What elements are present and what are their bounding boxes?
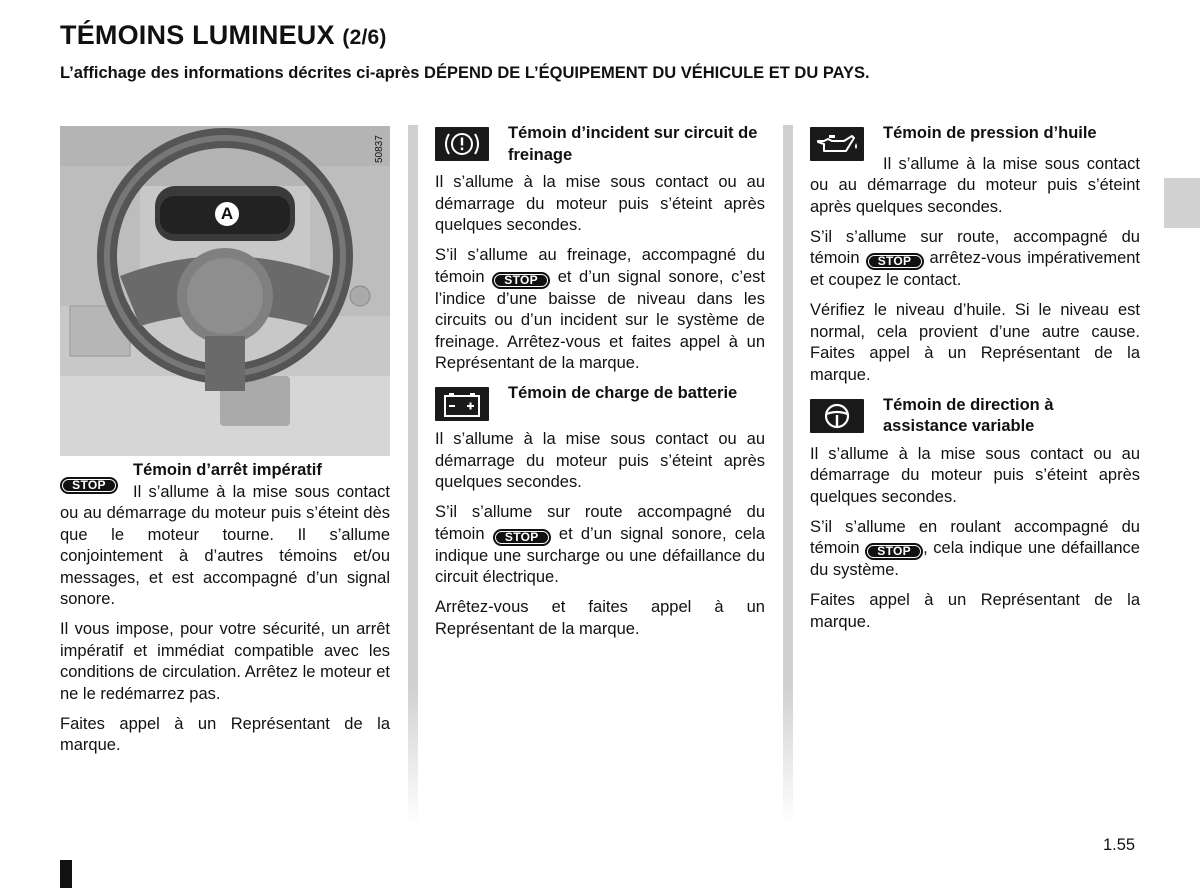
column-3 — [810, 123, 1140, 642]
paragraph — [435, 245, 765, 375]
crop-mark — [60, 860, 72, 888]
paragraph-text: S’il s’allume en roulant accompagné du témoin — [810, 517, 1140, 557]
column-1 — [60, 460, 390, 765]
paragraph-text: , cela indique une défaillance du système. — [810, 539, 1140, 579]
chapter-tab — [1164, 178, 1200, 228]
page-number: 1.55 — [1103, 836, 1136, 854]
paragraph: Il s’allume à la mise sous contact ou au démarrage du moteur puis s’éteint après quelques secondes. — [435, 173, 765, 234]
section-title: Témoin d’arrêt impératif — [133, 461, 322, 479]
page-title — [60, 20, 387, 51]
paragraph-text: et d’un signal sonore, cela indique une surcharge ou une défaillance du circuit électrique. — [435, 524, 765, 586]
section-title: Témoin d’incident sur circuit de freinage — [508, 124, 758, 164]
section-header — [60, 460, 390, 492]
column-separator — [783, 125, 793, 825]
paragraph — [810, 227, 1140, 292]
paragraph-text: arrêtez-vous impérativement et coupez le contact. — [810, 249, 1141, 289]
paragraph-text: S’il s’allume au freinage, accompagné du témoin — [435, 246, 765, 286]
stop-icon: STOP — [865, 543, 923, 560]
section-title: Témoin de pression d’huile — [883, 124, 1097, 142]
page-subtitle: L’affichage des informations décrites ci-après DÉPEND DE L’ÉQUIPEMENT DU VÉHICULE ET DU PAYS. — [60, 64, 870, 82]
section-title: Témoin de charge de batterie — [508, 384, 738, 402]
paragraph: Arrêtez-vous et faites appel à un Représentant de la marque. — [435, 598, 765, 638]
section-title: Témoin de direction à assistance variable — [883, 395, 1054, 435]
paragraph-text: S’il s’allume sur route, accompagné du témoin — [810, 227, 1140, 267]
page-title-text: TÉMOINS LUMINEUX — [60, 20, 335, 50]
section-header — [435, 123, 765, 166]
paragraph — [435, 502, 765, 589]
paragraph: Il s’allume à la mise sous contact ou au démarrage du moteur puis s’éteint après quelques secondes. — [810, 154, 1140, 216]
section-header — [810, 395, 1140, 438]
section-header — [810, 123, 1140, 145]
stop-icon: STOP — [493, 529, 551, 546]
stop-icon: STOP — [866, 253, 924, 270]
section-header — [435, 383, 765, 423]
paragraph: Il s’allume à la mise sous contact ou au démarrage du moteur puis s’éteint après quelques secondes. — [435, 430, 765, 491]
paragraph: Faites appel à un Représentant de la marque. — [810, 591, 1140, 631]
stop-icon: STOP — [492, 272, 550, 289]
paragraph: Vérifiez le niveau d’huile. Si le niveau est normal, cela provient d’une autre cause. Faites appel à un Représentant de la marque. — [810, 301, 1140, 384]
paragraph: Il s’allume à la mise sous contact ou au démarrage du moteur puis s’éteint dès que le moteur tourne. Il s’allume conjointement à d’autres témoins et/ou messages, et est accompagné d’un signal sonore. — [60, 482, 390, 608]
column-separator — [408, 125, 418, 825]
page-title-part: (2/6) — [342, 26, 387, 49]
paragraph — [810, 517, 1140, 582]
column-2 — [435, 123, 765, 649]
callout-a-badge: A — [213, 200, 241, 228]
paragraph: Il s’allume à la mise sous contact ou au démarrage du moteur puis s’éteint après quelques secondes. — [810, 444, 1140, 506]
paragraph: Il vous impose, pour votre sécurité, un arrêt impératif et immédiat compatible avec les conditions de circulation. Arrêtez le moteur et ne le redémarrez pas. — [60, 620, 390, 703]
battery-icon — [435, 387, 489, 421]
dashboard-figure — [60, 126, 390, 456]
figure-code: 50837 — [374, 135, 385, 163]
stop-icon: STOP — [60, 477, 118, 494]
paragraph-text: et d’un signal sonore, c’est l’indice d’une baisse de niveau dans les circuits ou d’un incident sur le système de freinage. Arrêtez-vous et faites appel à un Représentant de la marque. — [435, 267, 765, 372]
paragraph-text: S’il s’allume sur route accompagné du témoin — [435, 503, 765, 543]
steering-wheel-icon — [810, 399, 864, 433]
brake-warning-icon — [435, 127, 489, 161]
dashboard-illustration — [60, 126, 390, 456]
paragraph: Faites appel à un Représentant de la marque. — [60, 714, 390, 754]
oil-pressure-icon — [810, 127, 864, 161]
